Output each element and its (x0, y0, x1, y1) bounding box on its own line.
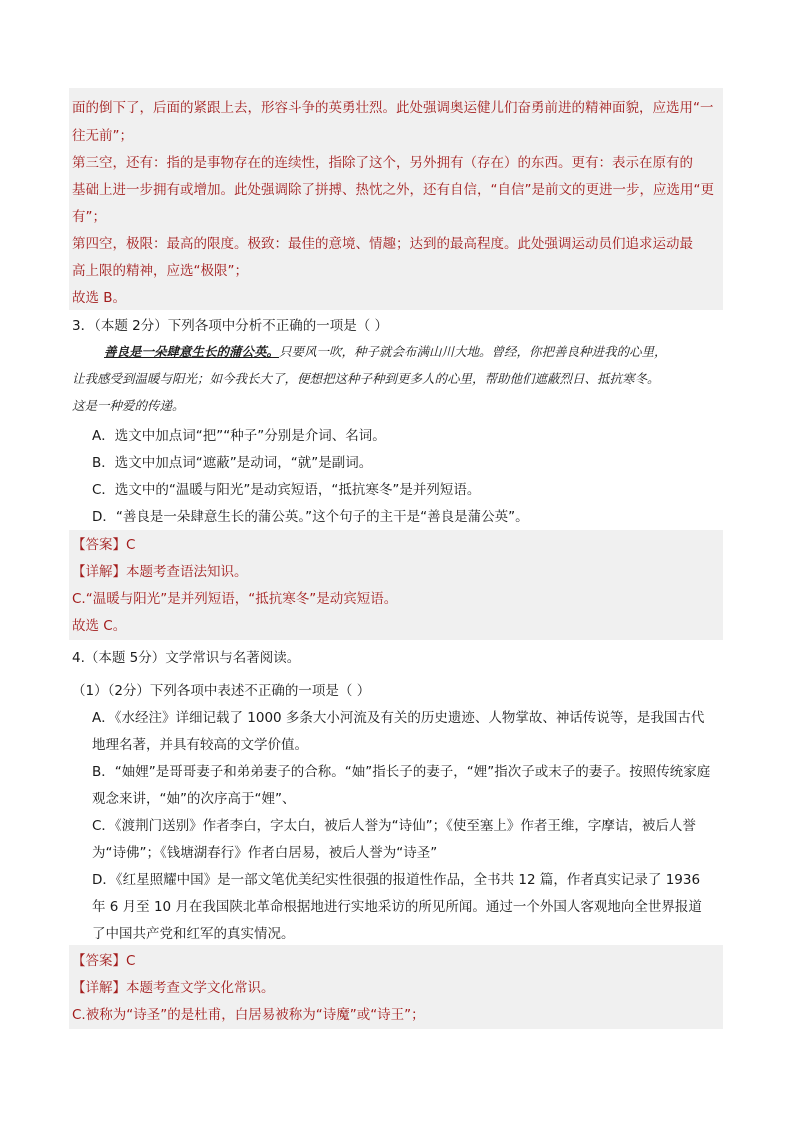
explain-detail: C.“温暖与阳光”是并列短语，“抵抗寒冬”是动宾短语。 (72, 591, 398, 607)
explain-line: 第三空，还有：指的是事物存在的连续性，指除了这个，另外拥有（存在）的东西。更有：表示在原有的 (72, 155, 693, 171)
question-3-passage-line: 这是一种爱的传递。 (72, 398, 185, 413)
option-a: A．《水经注》详细记载了 1000 多条大小河流及有关的历史遗迹、人物掌故、神话传说等，是我国古代 (92, 710, 705, 726)
option-d: D．“善良是一朵肆意生长的蒲公英。”这个句子的主干是“善良是蒲公英”。 (92, 509, 529, 525)
question-3-stem: 3．（本题 2分）下列各项中分析不正确的一项是（ ） (72, 318, 389, 334)
option-a-cont: 地理名著，并具有较高的文学价值。 (92, 737, 308, 753)
question-3-passage (72, 342, 722, 360)
explain-label: 【详解】本题考查语法知识。 (72, 564, 248, 580)
option-b-cont: 观念来讲，“妯”的次序高于“娌”、 (92, 791, 296, 807)
option-b: B．“妯娌”是哥哥妻子和弟弟妻子的合称。“妯”指长子的妻子，“娌”指次子或末子的妻子。按照传统家庭 (92, 764, 711, 780)
explain-line: 基础上进一步拥有或增加。此处强调除了拼搏、热忱之外，还有自信，“自信”是前文的更进一步，应选用“更 (72, 182, 714, 198)
explain-detail: C.被称为“诗圣”的是杜甫，白居易被称为“诗魔”或“诗王”； (72, 1007, 425, 1023)
answer-label: 【答案】C (72, 537, 136, 553)
option-d: D．《红星照耀中国》是一部文笔优美纪实性很强的报道性作品，全书共 12 篇，作者真实记录了 1936 (92, 872, 701, 888)
option-d-cont: 年 6 月至 10 月在我国陕北革命根据地进行实地采访的所见所闻。通过一个外国人客观地向全世界报道 (92, 899, 702, 915)
explain-line: 高上限的精神，应选“极限”； (72, 263, 248, 279)
option-b: B．选文中加点词“遮蔽”是动词，“就”是副词。 (92, 455, 373, 471)
question-3-passage-line: 让我感受到温暖与阳光；如今我长大了，便想把这种子种到更多人的心里，帮助他们遮蔽烈日、抵抗寒冬。 (72, 371, 660, 386)
answer-label: 【答案】C (72, 953, 136, 969)
explain-line: 第四空，极限：最高的限度。极致：最佳的意境、情趣；达到的最高程度。此处强调运动员们追求运动最 (72, 236, 693, 252)
option-c-cont: 为“诗佛”；《钱塘湖春行》作者白居易，被后人誉为“诗圣” (92, 845, 438, 861)
explain-label: 【详解】本题考查文学文化常识。 (72, 980, 275, 996)
passage-text: 只要风一吹，种子就会布满山川大地。曾经，你把善良种进我的心里， (279, 344, 667, 359)
option-a: A．选文中加点词“把”“种子”分别是介词、名词。 (92, 428, 386, 444)
passage-lead-sentence: 善良是一朵肆意生长的蒲公英。 (104, 344, 280, 359)
option-c: C．《渡荆门送别》作者李白，字太白，被后人誉为“诗仙”；《使至塞上》作者王维，字摩诘，被后人誉 (92, 818, 696, 834)
explain-line: 有”； (72, 209, 106, 225)
option-c: C．选文中的“温暖与阳光”是动宾短语，“抵抗寒冬”是并列短语。 (92, 482, 481, 498)
answer-block-q3 (69, 530, 723, 640)
explain-line: 面的倒下了，后面的紧跟上去，形容斗争的英勇壮烈。此处强调奥运健儿们奋勇前进的精神面貌，应选用“一 (72, 100, 714, 116)
option-d-cont: 了中国共产党和红军的真实情况。 (92, 926, 295, 942)
conclusion-line: 故选 C。 (72, 618, 127, 634)
conclusion-line: 故选 B。 (72, 290, 127, 306)
question-4-stem: 4.（本题 5分）文学常识与名著阅读。 (72, 650, 301, 666)
explain-line: 往无前”； (72, 128, 133, 144)
question-4-sub-stem: （1）（2分）下列各项中表述不正确的一项是（ ） (72, 683, 371, 699)
